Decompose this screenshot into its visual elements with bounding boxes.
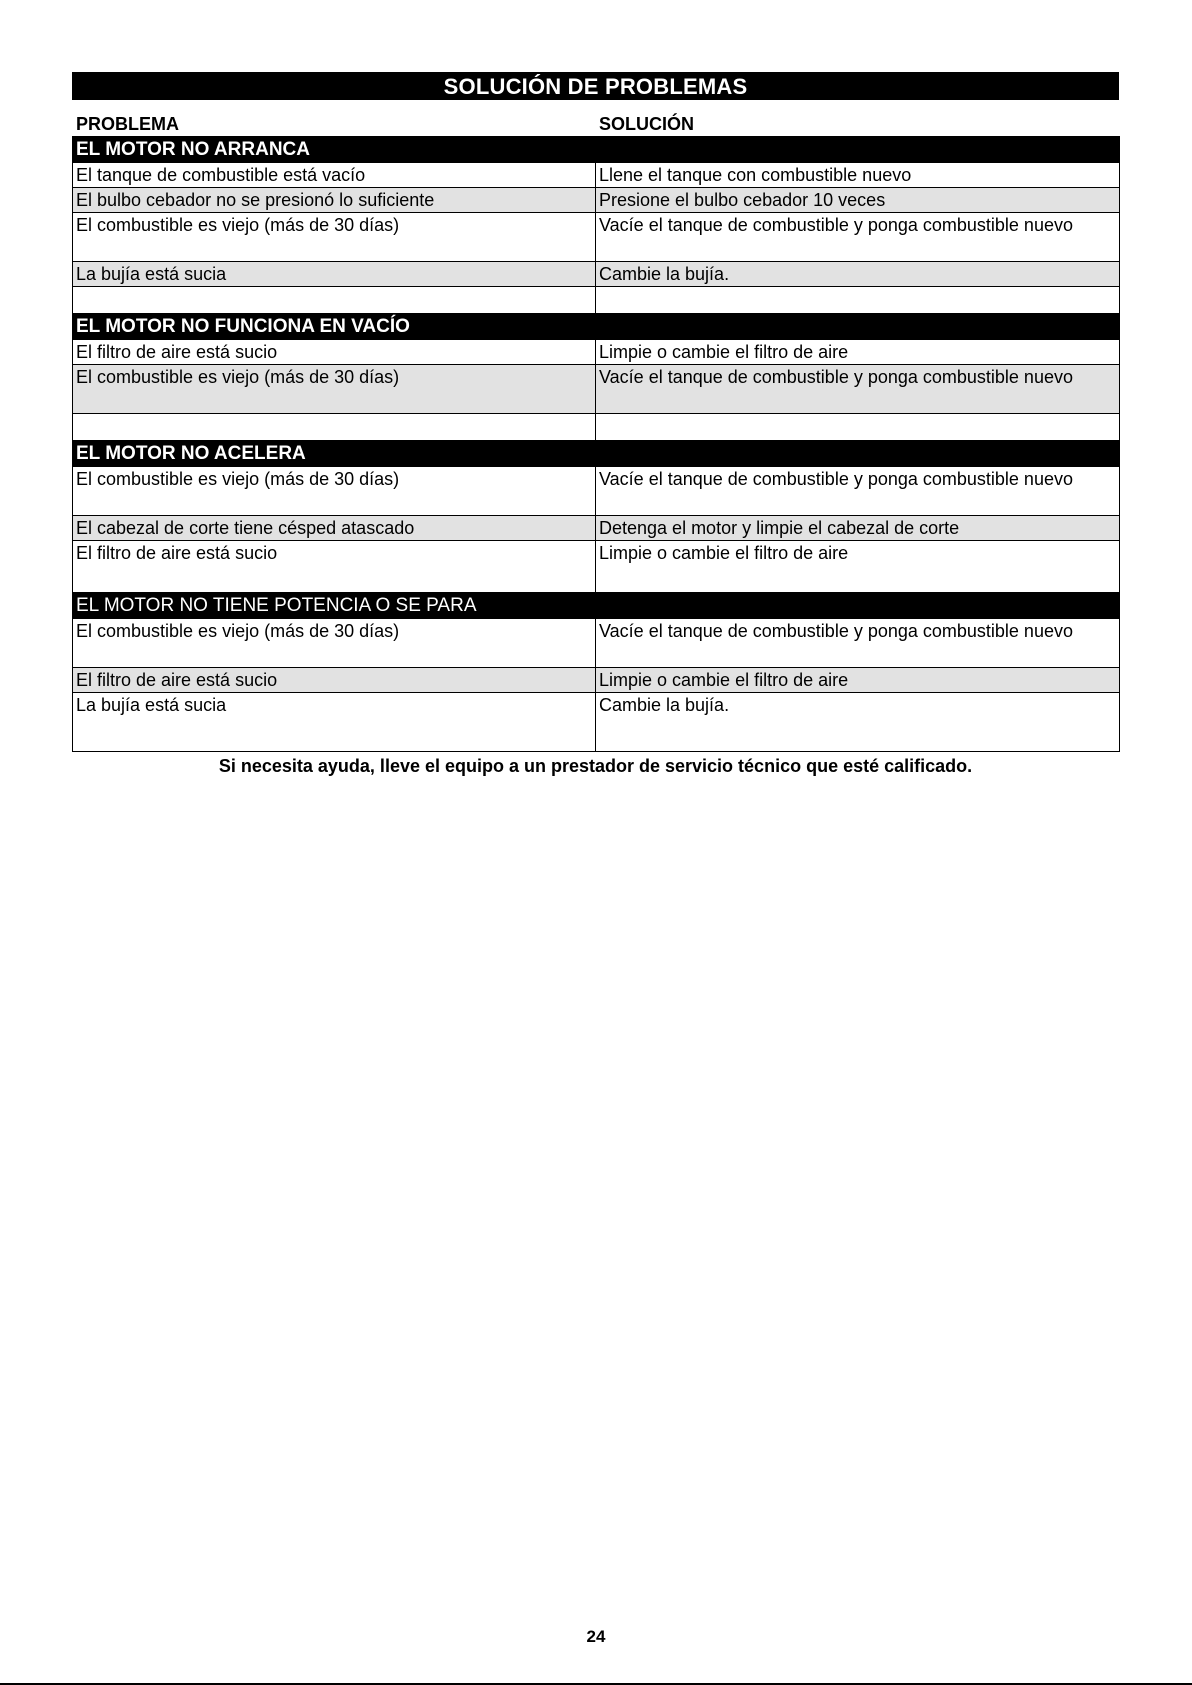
problem-cell: La bujía está sucia <box>73 262 596 287</box>
problem-cell: El filtro de aire está sucio <box>73 541 596 593</box>
section-heading: EL MOTOR NO TIENE POTENCIA O SE PARA <box>73 593 1120 619</box>
table-row <box>73 163 1120 188</box>
problem-cell: La bujía está sucia <box>73 693 596 752</box>
table-row <box>73 516 1120 541</box>
solution-cell: Vacíe el tanque de combustible y ponga combustible nuevo <box>596 365 1120 414</box>
table-row <box>73 188 1120 213</box>
problem-cell: El combustible es viejo (más de 30 días) <box>73 213 596 262</box>
solution-cell: Llene el tanque con combustible nuevo <box>596 163 1120 188</box>
problem-cell: El filtro de aire está sucio <box>73 668 596 693</box>
solution-cell: Limpie o cambie el filtro de aire <box>596 668 1120 693</box>
section-heading-row <box>73 441 1120 467</box>
problem-cell: El bulbo cebador no se presionó lo suficiente <box>73 188 596 213</box>
solution-cell: Limpie o cambie el filtro de aire <box>596 340 1120 365</box>
section-heading: EL MOTOR NO ARRANCA <box>73 137 1120 163</box>
solution-cell: Vacíe el tanque de combustible y ponga combustible nuevo <box>596 467 1120 516</box>
section-heading-row <box>73 314 1120 340</box>
problem-column-header: PROBLEMA <box>76 114 179 134</box>
table-row <box>73 467 1120 516</box>
problem-cell: El tanque de combustible está vacío <box>73 163 596 188</box>
solution-cell: Vacíe el tanque de combustible y ponga combustible nuevo <box>596 213 1120 262</box>
spacer-row <box>73 287 1120 314</box>
section-heading-row <box>73 137 1120 163</box>
problem-cell: El combustible es viejo (más de 30 días) <box>73 365 596 414</box>
solution-cell: Limpie o cambie el filtro de aire <box>596 541 1120 593</box>
problem-cell: El combustible es viejo (más de 30 días) <box>73 619 596 668</box>
problem-cell: El filtro de aire está sucio <box>73 340 596 365</box>
page-title: SOLUCIÓN DE PROBLEMAS <box>72 72 1119 100</box>
table-row <box>73 693 1120 752</box>
solution-cell: Cambie la bujía. <box>596 693 1120 752</box>
table-row <box>73 365 1120 414</box>
solution-cell: Presione el bulbo cebador 10 veces <box>596 188 1120 213</box>
troubleshooting-table <box>72 136 1120 752</box>
troubleshooting-page <box>72 72 1119 777</box>
section-heading-row <box>73 593 1120 619</box>
table-row <box>73 668 1120 693</box>
table-row <box>73 213 1120 262</box>
table-row <box>73 262 1120 287</box>
section-heading: EL MOTOR NO ACELERA <box>73 441 1120 467</box>
page-number: 24 <box>586 1627 606 1646</box>
table-row <box>73 340 1120 365</box>
solution-column-header: SOLUCIÓN <box>599 114 695 134</box>
spacer-row <box>73 414 1120 441</box>
solution-cell: Vacíe el tanque de combustible y ponga combustible nuevo <box>596 619 1120 668</box>
solution-cell: Cambie la bujía. <box>596 262 1120 287</box>
column-headers <box>72 100 1119 136</box>
problem-cell: El combustible es viejo (más de 30 días) <box>73 467 596 516</box>
help-note: Si necesita ayuda, lleve el equipo a un prestador de servicio técnico que esté calificado. <box>218 756 973 776</box>
solution-cell: Detenga el motor y limpie el cabezal de corte <box>596 516 1120 541</box>
table-row <box>73 541 1120 593</box>
table-row <box>73 619 1120 668</box>
problem-cell: El cabezal de corte tiene césped atascado <box>73 516 596 541</box>
section-heading: EL MOTOR NO FUNCIONA EN VACÍO <box>73 314 1120 340</box>
